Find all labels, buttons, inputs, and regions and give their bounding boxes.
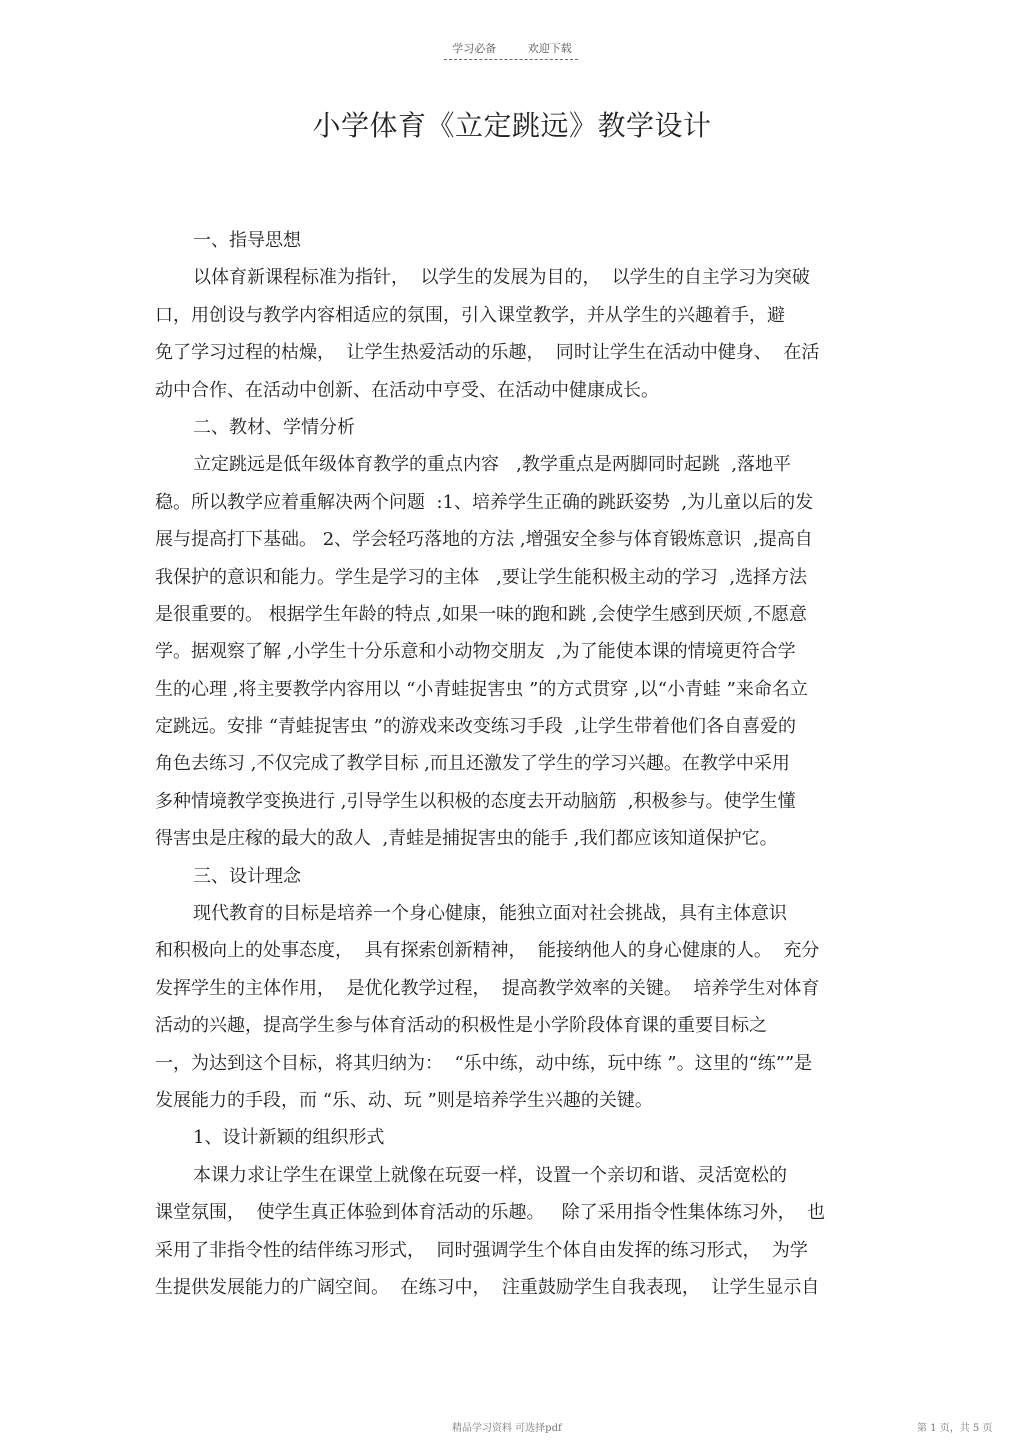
- text-line: 发展能力的手段，而 “乐、动、玩 ”则是培养学生兴趣的关键。: [155, 1089, 653, 1111]
- text-line: 定跳远。安排 “青蛙捉害虫 ”的游戏来改变练习手段 ,让学生带着他们各自喜爱的: [155, 716, 797, 738]
- text-line: 学。据观察了解 ,小学生十分乐意和小动物交朋友 ,为了能使本课的情境更符合学: [155, 641, 796, 663]
- page-number: 第 1 页，共 5 页: [917, 1423, 993, 1434]
- text-line: 得害虫是庄稼的最大的敌人 ,青蛙是捕捉害虫的能手 ,我们都应该知道保护它。: [155, 828, 778, 850]
- text-line: 动中合作、在活动中创新、在活动中亨受、在活动中健康成长。: [155, 379, 659, 401]
- header-left-text: 学习必备: [452, 42, 497, 55]
- text-line: 展与提高打下基础。 2、学会轻巧落地的方法 ,增强安全参与体育锻炼意识 ,提高自: [155, 529, 813, 551]
- text-line: 一，为达到这个目标，将其归纳为： “乐中练，动中练，玩中练 ”。这里的“练””是: [155, 1052, 813, 1074]
- text-line: 角色去练习 ,不仅完成了教学目标 ,而且还激发了学生的学习兴趣。在教学中采用: [155, 753, 790, 775]
- text-line: 活动的兴趣，提高学生参与体育活动的积极性是小学阶段体育课的重要目标之: [155, 1015, 767, 1037]
- text-line: 立定跳远是低年级体育教学的重点内容 ,教学重点是两脚同时起跳 ,落地平: [193, 454, 792, 476]
- text-line: 以体育新课程标准为指针， 以学生的发展为目的， 以学生的自主学习为突破: [193, 267, 810, 289]
- text-line: 是很重要的。 根据学生年龄的特点 ,如果一味的跑和跳 ,会使学生感到厌烦 ,不愿意: [155, 603, 808, 625]
- text-line: 我保护的意识和能力。学生是学习的主体 ,要让学生能积极主动的学习 ,选择方法: [155, 566, 808, 588]
- footer-left-text: 精品学习资料 可选择pdf: [452, 1423, 562, 1434]
- header-right-text: 欢迎下载: [527, 42, 572, 55]
- page-header: [0, 40, 1024, 56]
- text-line: 免了学习过程的枯燥， 让学生热爱活动的乐趣， 同时让学生在活动中健身、 在活: [155, 342, 820, 364]
- text-line: 现代教育的目标是培养一个身心健康，能独立面对社会挑战，具有主体意识: [193, 903, 787, 925]
- text-line: 稳。所以教学应着重解决两个问题 :1、培养学生正确的跳跃姿势 ,为儿童以后的发: [155, 491, 814, 513]
- text-line: 多种情境教学变换进行 ,引导学生以积极的态度去开动脑筋 ,积极参与。使学生懂: [155, 790, 796, 812]
- text-line: 课堂氛围， 使学生真正体验到体育活动的乐趣。 除了采用指令性集体练习外， 也: [155, 1202, 826, 1224]
- text-line: 和积极向上的处事态度， 具有探索创新精神， 能接纳他人的身心健康的人。 充分: [155, 940, 820, 962]
- text-line: 生的心理 ,将主要教学内容用以 “小青蛙捉害虫 ”的方式贯穿 ,以“小青蛙 ”来命名立: [155, 678, 808, 700]
- document-body: [155, 222, 867, 1306]
- text-line: 口，用创设与教学内容相适应的氛围，引入课堂教学，并从学生的兴趣着手，避: [155, 304, 785, 326]
- text-line: 生提供发展能力的广阔空间。 在练习中， 注重鼓励学生自我表现， 让学生显示自: [155, 1276, 820, 1298]
- text-line: 发挥学生的主体作用， 是优化教学过程， 提高教学效率的关键。 培养学生对体育: [155, 977, 820, 999]
- section-heading: 1、设计新颖的组织形式: [193, 1127, 385, 1149]
- section-heading: 一、指导思想: [193, 230, 301, 251]
- section-heading: 二、教材、学情分析: [193, 416, 355, 438]
- document-title: 小学体育《立定跳远》教学设计: [312, 109, 712, 142]
- section-heading: 三、设计理念: [193, 865, 301, 887]
- text-line: 采用了非指令性的结伴练习形式， 同时强调学生个体自由发挥的练习形式， 为学: [155, 1239, 808, 1261]
- header-divider: [444, 59, 578, 60]
- text-line: 本课力求让学生在课堂上就像在玩耍一样，设置一个亲切和谐、灵活宽松的: [193, 1164, 787, 1186]
